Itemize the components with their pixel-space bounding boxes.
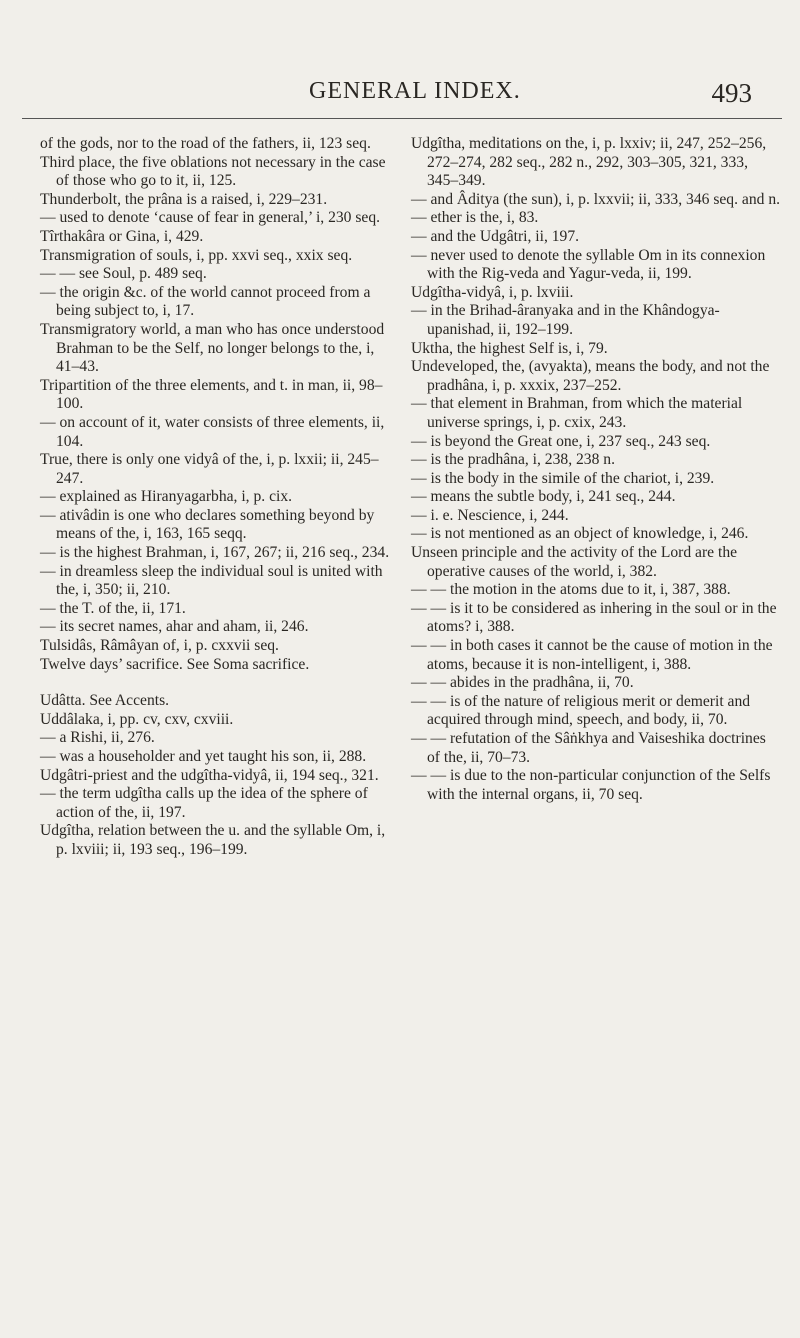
index-entry: Thunderbolt, the prâna is a raised, i, 229–231. xyxy=(40,190,328,208)
index-entry: — the term udgîtha calls up the idea of the sphere of action of the, ii, 197. xyxy=(40,785,368,821)
index-entry: Udgîtha, relation between the u. and the syllable Om, i, p. lxviii; ii, 193 seq., 196–199. xyxy=(40,822,386,858)
index-entry: Unseen principle and the activity of the Lord are the operative causes of the world, i, 382. xyxy=(411,544,738,580)
index-entry: — — see Soul, p. 489 seq. xyxy=(40,265,207,283)
index-entry: — — is it to be considered as inhering in the soul or in the atoms? i, 388. xyxy=(411,599,777,636)
index-entry: — explained as Hiranyagarbha, i, p. cix. xyxy=(40,488,293,506)
index-entry: — — refutation of the Sâṅkhya and Vaiseshika doctrines of the, ii, 70–73. xyxy=(411,730,766,766)
index-entry: Udgâtri-priest and the udgîtha-vidyâ, ii, 194 seq., 321. xyxy=(40,766,379,784)
index-entry: — ether is the, i, 83. xyxy=(411,209,539,227)
running-title: GENERAL INDEX. xyxy=(309,78,521,104)
index-entry: — is not mentioned as an object of knowledge, i, 246. xyxy=(411,525,749,543)
index-entry: — in the Brihad-âranyaka and in the Khândogya-upanishad, ii, 192–199. xyxy=(411,302,720,338)
index-entry: True, there is only one vidyâ of the, i, p. lxxii; ii, 245–247. xyxy=(40,451,379,487)
page-header xyxy=(0,78,800,118)
index-entry: Tripartition of the three elements, and t. in man, ii, 98–100. xyxy=(40,376,383,413)
index-entry: — never used to denote the syllable Om in its connexion with the Rig-veda and Yagur-veda, ii, 199. xyxy=(411,246,766,283)
index-entry: — was a householder and yet taught his son, ii, 288. xyxy=(40,748,367,765)
index-entry: — is beyond the Great one, i, 237 seq., 243 seq. xyxy=(411,432,711,450)
index-entry: — that element in Brahman, from which the material universe springs, i, p. cxix, 243. xyxy=(411,395,743,431)
index-entry: Uddâlaka, i, pp. cv, cxv, cxviii. xyxy=(40,710,234,728)
index-entry: Tîrthakâra or Gina, i, 429. xyxy=(40,227,204,245)
index-entry: — in dreamless sleep the individual soul is united with the, i, 350; ii, 210. xyxy=(40,562,383,599)
index-entry: — the origin &c. of the world cannot proceed from a being subject to, i, 17. xyxy=(40,283,371,320)
index-entry: — the T. of the, ii, 171. xyxy=(40,599,186,617)
header-rule xyxy=(22,118,782,119)
index-entry: — — the motion in the atoms due to it, i, 387, 388. xyxy=(411,581,731,599)
index-entry: — i. e. Nescience, i, 244. xyxy=(411,506,569,524)
index-entry: Uktha, the highest Self is, i, 79. xyxy=(411,339,608,357)
index-entry: Udâtta. See Accents. xyxy=(40,692,170,710)
index-entry: of the gods, nor to the road of the fathers, ii, 123 seq. xyxy=(40,135,371,152)
index-entry: — used to denote ‘cause of fear in general,’ i, 230 seq. xyxy=(40,209,381,227)
index-entry: — means the subtle body, i, 241 seq., 244. xyxy=(411,488,676,506)
index-entry: — is the highest Brahman, i, 167, 267; ii, 216 seq., 234. xyxy=(40,544,390,562)
index-entry: — is the body in the simile of the chariot, i, 239. xyxy=(411,469,715,487)
index-entry: — ativâdin is one who declares something beyond by means of the, i, 163, 165 seqq. xyxy=(40,506,375,543)
index-entry: — and the Udgâtri, ii, 197. xyxy=(411,227,580,245)
page-number: 493 xyxy=(711,78,752,108)
index-entry: — is the pradhâna, i, 238, 238 n. xyxy=(411,451,615,469)
index-entry: — — abides in the pradhâna, ii, 70. xyxy=(411,674,634,692)
index-entry: Tulsidâs, Râmâyan of, i, p. cxxvii seq. xyxy=(40,637,279,655)
index-entry: Undeveloped, the, (avyakta), means the body, and not the pradhâna, i, p. xxxix, 237–252. xyxy=(411,358,770,394)
index-entry: — — is of the nature of religious merit or demerit and acquired through mind, speech, and body, ii, 70. xyxy=(411,692,751,729)
index-entry: — and Âditya (the sun), i, p. lxxvii; ii, 333, 346 seq. and n. xyxy=(411,190,781,208)
index-entry: Twelve days’ sacrifice. See Soma sacrifice. xyxy=(40,655,310,673)
index-entry: — — is due to the non-particular conjunction of the Selfs with the internal organs, ii, 70 seq. xyxy=(411,767,771,803)
index-entry: Third place, the five oblations not necessary in the case of those who go to it, ii, 125. xyxy=(40,153,386,190)
index-column-right xyxy=(411,135,781,804)
index-entry: — its secret names, ahar and aham, ii, 246. xyxy=(40,618,309,636)
index-entry: Transmigration of souls, i, pp. xxvi seq., xxix seq. xyxy=(40,246,353,264)
index-entry: — on account of it, water consists of three elements, ii, 104. xyxy=(40,413,385,450)
index-entry: Transmigratory world, a man who has once understood Brahman to be the Self, no longer belongs to the, i, 41–43. xyxy=(40,320,385,376)
index-entry: Udgîtha-vidyâ, i, p. lxviii. xyxy=(411,283,574,301)
index-entry: — a Rishi, ii, 276. xyxy=(40,729,155,747)
index-column-left xyxy=(40,135,400,860)
index-entry: — — in both cases it cannot be the cause of motion in the atoms, because it is non-intelligent, i, 388. xyxy=(411,637,773,673)
index-entry: Udgîtha, meditations on the, i, p. lxxiv; ii, 247, 252–256, 272–274, 282 seq., 282 n., 292, 303–305, 321, 333, 345–349. xyxy=(411,135,767,190)
